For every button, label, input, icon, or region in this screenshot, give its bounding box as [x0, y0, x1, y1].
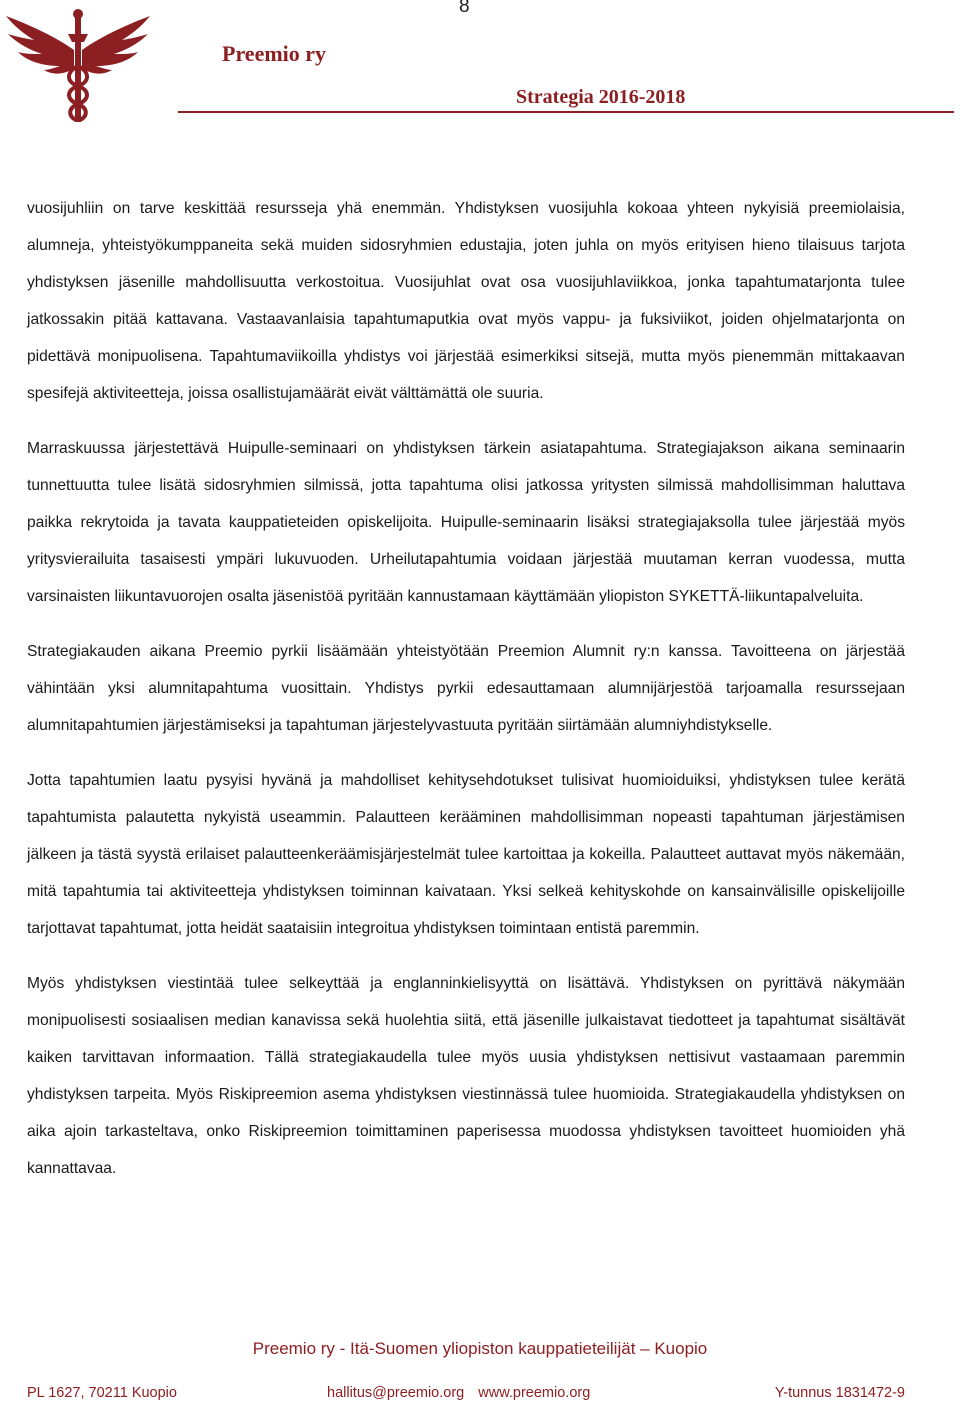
body-paragraph: Myös yhdistyksen viestintää tulee selkeyttää ja englanninkielisyyttä on lisättävä. Yhdistyksen on pyrittävä näkymään monipuolisesti sosiaalisen median kanavissa sekä huolehtia siitä, että jäsenille julkaistavat tiedotteet ja tapahtumat sisältävät kaiken tarvittavan informaation. Tällä strategiakaudella tulee myös uusia yhdistyksen nettisivut vastaamaan paremmin yhdistyksen tarpeita. Myös Riskipreemion asema yhdistyksen viestinnässä tulee huomioida. Strategiakaudella yhdistyksen on aika ajoin tarkasteltava, onko Riskipreemion toimittaminen paperisessa muodossa yhdistyksen tavoitteet huomioiden yhä kannattavaa.: [27, 975, 905, 1177]
footer-website-link[interactable]: www.preemio.org: [478, 1385, 591, 1401]
header-divider: [178, 111, 954, 113]
footer-email-link[interactable]: hallitus@preemio.org: [327, 1385, 465, 1401]
footer-organization: Preemio ry - Itä-Suomen yliopiston kauppatieteilijät – Kuopio: [252, 1339, 708, 1358]
body-paragraph: Marraskuussa järjestettävä Huipulle-seminaari on yhdistyksen tärkein asiatapahtuma. Strategiajakson aikana seminaarin tunnettuutta tulee lisätä sidosryhmien silmissä, jotta tapahtuma olisi jatkossa yritysten silmissä mahdollisimman haluttava paikka rekrytoida ja tavata kauppatieteiden opiskelijoita. Huipulle-seminaarin lisäksi strategiajaksolla tulee järjestää myös yritysvierailuita tasaisesti ympäri lukuvuoden. Urheilutapahtumia voidaan järjestää muutaman kerran vuodessa, mutta varsinaisten liikuntavuorojen osalta jäsenistöä pyritään kannustamaan käyttämään yliopiston SYKETTÄ-liikuntapalveluita.: [27, 440, 905, 605]
document-body: [27, 190, 905, 1205]
body-paragraph: vuosijuhliin on tarve keskittää resursseja yhä enemmän. Yhdistyksen vuosijuhla kokoaa yhteen nykyisiä preemiolaisia, alumneja, yhteistyökumppaneita sekä muiden sidosryhmien edustajia, joten juhla on myös erityisen hieno tilaisuus tarjota yhdistyksen jäsenille mahdollisuutta verkostoitua. Vuosijuhlat ovat osa vuosijuhlaviikkoa, jonka tapahtumatarjonta tulee jatkossakin pitää kattavana. Vastaavanlaisia tapahtumaputkia ovat myös vappu- ja fuksiviikot, joiden ohjelmatarjonta on pidettävä monipuolisena. Tapahtumaviikoilla yhdistys voi järjestää esimerkiksi sitsejä, mutta myös pienemmän mittakaavan spesifejä aktiviteetteja, joissa osallistujamäärät eivät välttämättä ole suuria.: [27, 200, 905, 402]
strategy-title: Strategia 2016-2018: [516, 86, 686, 108]
organization-name: Preemio ry: [222, 41, 327, 66]
footer-links: [327, 1385, 590, 1401]
caduceus-wings-logo: [4, 6, 152, 126]
page-number: 8: [459, 0, 470, 17]
body-paragraph: Jotta tapahtumien laatu pysyisi hyvänä ja mahdolliset kehitysehdotukset tulisivat huomioiduiksi, yhdistyksen tulee kerätä tapahtumista palautetta nykyistä useammin. Palautteen kerääminen mahdollisimman nopeasti tapahtuman järjestämisen jälkeen ja tästä syystä erilaiset palautteenkeräämisjärjestelmät tulee kartoittaa ja kokeilla. Palautteet auttavat myös näkemään, mitä tapahtumia tai aktiviteetteja yhdistyksen toiminnan kaivataan. Yksi selkeä kehityskohde on kansainvälisille opiskelijoille tarjottavat tapahtumat, jotta heidät saataisiin integroitua yhdistyksen toimintaan entistä paremmin.: [27, 772, 905, 937]
body-paragraph: Strategiakauden aikana Preemio pyrkii lisäämään yhteistyötään Preemion Alumnit ry:n kanssa. Tavoitteena on järjestää vähintään yksi alumnitapahtuma vuosittain. Yhdistys pyrkii edesauttamaan alumnijärjestöä tarjoamalla resurssejaan alumnitapahtumien järjestämiseksi ja tapahtuman järjestelyvastuuta pyritään siirtämään alumniyhdistykselle.: [27, 643, 905, 734]
footer-business-id: Y-tunnus 1831472-9: [774, 1385, 905, 1401]
footer-address: PL 1627, 70211 Kuopio: [27, 1385, 177, 1401]
